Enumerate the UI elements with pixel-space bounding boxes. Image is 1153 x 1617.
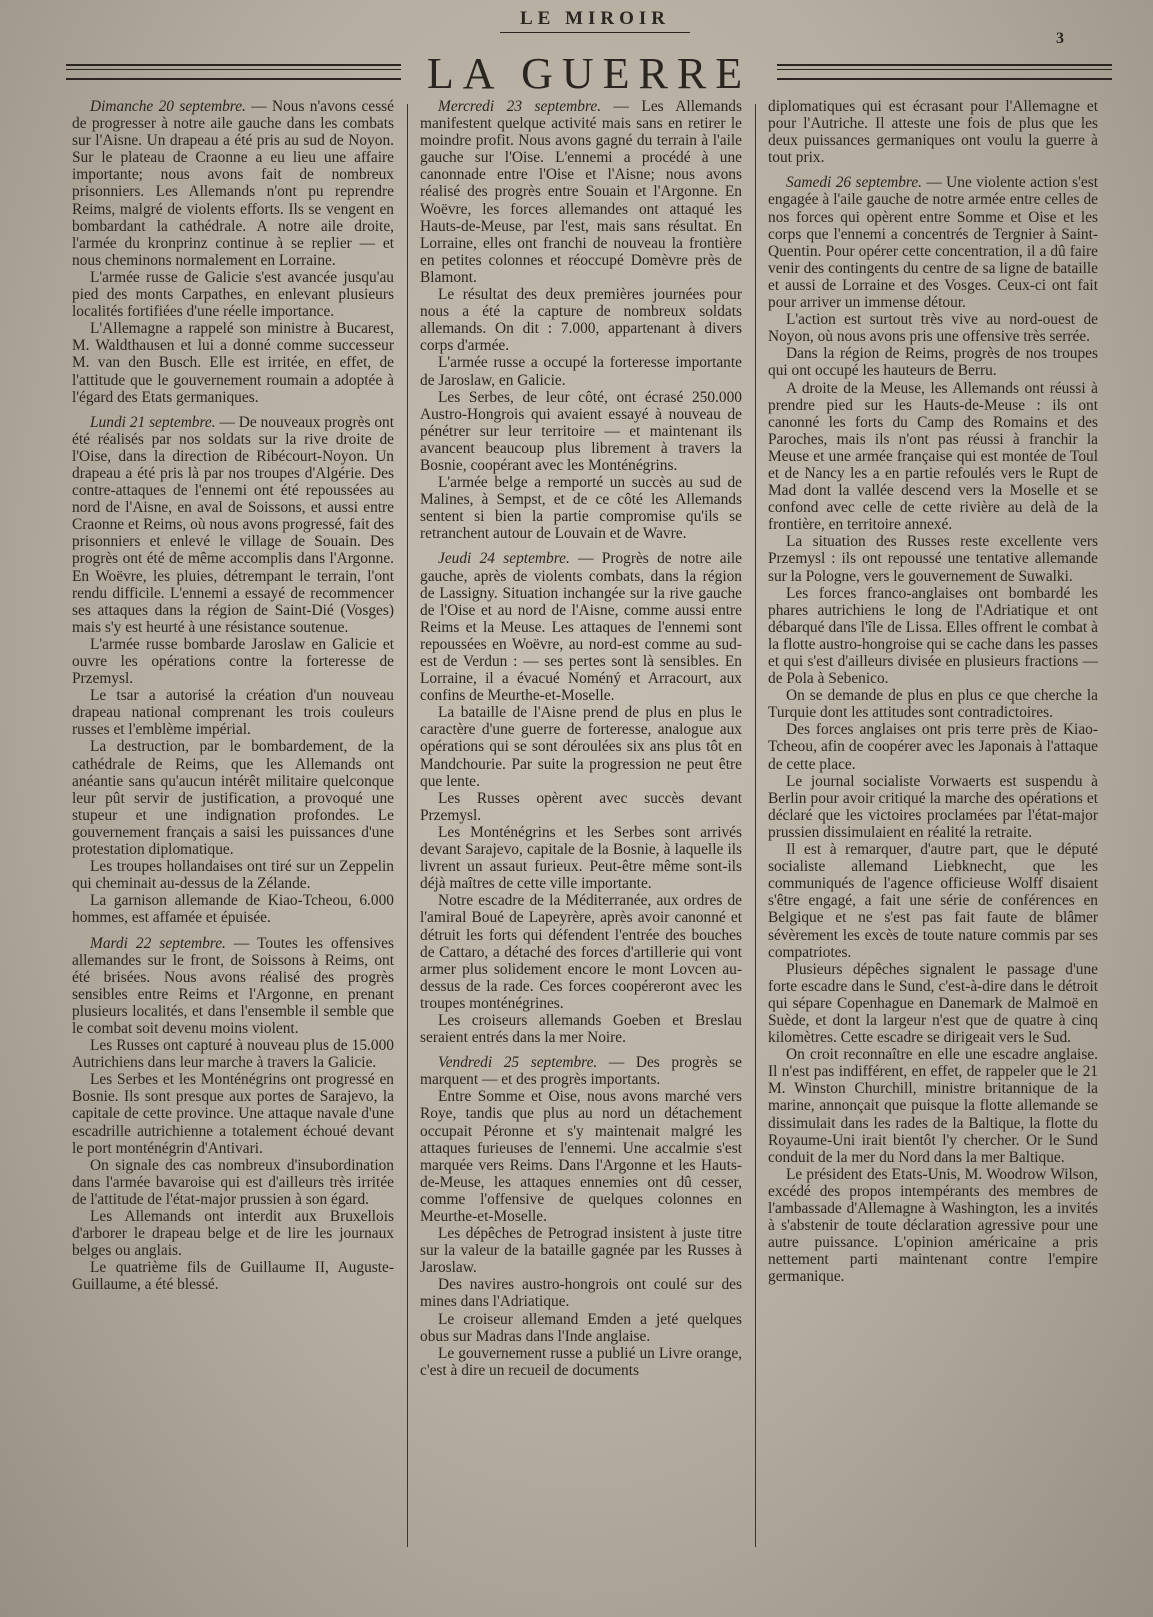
article-paragraph xyxy=(420,1225,742,1276)
article-paragraph xyxy=(420,389,742,474)
paragraph-text: L'armée russe bombarde Jaroslaw en Galicie et ouvre les opérations contre la forteresse de Przemysl. xyxy=(72,635,394,688)
article-column-1 xyxy=(72,98,394,1557)
paragraph-text: L'armée belge a remporté un succès au sud de Malines, à Sempst, et de ce côté les Allemands sentent si bien la partie compromise qu'ils se retranchent autour de Louvain et de Wavre. xyxy=(420,474,742,543)
paragraph-text: Les croiseurs allemands Goeben et Breslau seraient entrés dans la mer Noire. xyxy=(420,1011,742,1047)
column-divider xyxy=(407,104,408,1547)
article-paragraph xyxy=(420,1054,742,1088)
paragraph-text: Les Monténégrins et les Serbes sont arrivés devant Sarajevo, capitale de la Bosnie, à laquelle ils livrent un assaut furieux. Peut-être même sont-ils déjà maîtres de cette ville importante. xyxy=(420,823,742,893)
paragraph-text: — Une violente action s'est engagée à l'aile gauche de notre armée entre celles de nos forces qui opèrent entre Somme et Oise et les corps que l'ennemi a concentrés de Tergnier à Saint-Quentin. Pour opérer cette concentration, il a dû faire venir des contingents du centre de sa ligne de bataille et aussi de Lorraine et des Vosges. Ceux-ci ont fait pour arriver un immense détour. xyxy=(768,174,1098,312)
article-paragraph xyxy=(420,1311,742,1345)
article-paragraph xyxy=(420,354,742,388)
paragraph-text: Le président des Etats-Unis, M. Woodrow Wilson, excédé des propos intempérants des membres de l'ambassade d'Allemagne à Washington, les a invités à s'abstenir de toute déclaration agressive pour une autre puissance. L'opinion américaine a pris nettement parti maintenant contre l'empire germanique. xyxy=(768,1165,1098,1286)
paragraph-text: La destruction, par le bombardement, de la cathédrale de Reims, que les Allemands ont anéantie sans qu'aucun intérêt militaire quelconque leur pût servir de justification, a provoqué une stupeur et une indignation profondes. Le gouvernement français a saisi les puissances d'une protestation diplomatique. xyxy=(72,738,394,859)
article-paragraph xyxy=(72,935,394,1038)
dateline: Lundi 21 septembre. xyxy=(90,413,216,431)
paragraph-text: — De nouveaux progrès ont été réalisés par nos soldats sur la rive droite de l'Oise, dans la direction de Ribécourt-Noyon. Un drapeau a été pris là par nos troupes d'Algérie. Des contre-attaques de l'ennemi ont été repoussées au nord de l'Aisne, en aval de Soissons, et aussi entre Craonne et Reims, où nous avons progressé, fait des prisonniers et enlevé le village de Souain. Des progrès ont été de même accomplis dans l'Argonne. En Woëvre, les pluies, détrempant le terrain, l'ont rendu difficile. L'ennemi a essayé de recommencer ses attaques dans la région de Saint-Dié (Vosges) mais s'y est heurté à une résistance soutenue. xyxy=(72,413,394,636)
article-paragraph xyxy=(72,1071,394,1156)
article-column-2 xyxy=(420,98,742,1557)
article-paragraph xyxy=(768,721,1098,772)
article-paragraph xyxy=(420,1345,742,1379)
article-paragraph xyxy=(72,1208,394,1259)
article-paragraph xyxy=(420,704,742,789)
paragraph-text: — Des progrès se marquent — et des progrès importants. xyxy=(420,1054,742,1089)
paragraph-text: La garnison allemande de Kiao-Tcheou, 6.000 hommes, est affamée et épuisée. xyxy=(72,892,394,927)
paragraph-text: — Toutes les offensives allemandes sur le front, de Soissons à Reims, ont été brisées. Nous avons réalisé des progrès sensibles entre Reims et l'Argonne, en prenant plusieurs localités, et dans l'ensemble il semble que le combat soit devenu moins violent. xyxy=(72,934,394,1037)
paragraph-text: — Nous n'avons cessé de progresser à notre aile gauche dans les combats sur l'Aisne. Un drapeau a été pris au sud de Noyon. Sur le plateau de Craonne a eu lieu une affaire importante; nous avons fait de nombreux prisonniers. Les Allemands n'ont pu reprendre Reims, malgré de violents efforts. Ils se vengent en bombardant la cathédrale. A notre aile droite, l'armée du kronprinz continue à se replier — et nous cheminons normalement en Lorraine. xyxy=(72,98,394,269)
paragraph-text: L'armée russe a occupé la forteresse importante de Jaroslaw, en Galicie. xyxy=(420,354,742,389)
dateline: Jeudi 24 septembre. xyxy=(438,550,570,568)
article-paragraph xyxy=(72,1157,394,1208)
title-rule-right xyxy=(777,64,1112,80)
paragraph-text: On croit reconnaître en elle une escadre anglaise. Il n'est pas indifférent, en effet, de rappeler que le 21 M. Winston Churchill, ministre britannique de la marine, annonçait que puisque la flotte allemande se dissimulait dans les rades de la Baltique, la flotte du Royaume-Uni irait bientôt l'y chercher. Or le Sund conduit de la mer du Nord dans la mer Baltique. xyxy=(768,1046,1098,1166)
article-paragraph xyxy=(768,311,1098,345)
article-paragraph xyxy=(768,174,1098,311)
paragraph-text: Le résultat des deux premières journées pour nous a été la capture de nombreux soldats allemands. On dit : 7.000, appartenant à divers corps d'armée. xyxy=(420,286,742,355)
paragraph-text: Les troupes hollandaises ont tiré sur un Zeppelin qui cheminait au-dessus de la Zélande. xyxy=(72,858,394,893)
article-paragraph xyxy=(768,961,1098,1046)
article-paragraph xyxy=(768,773,1098,841)
paragraph-text: Les dépêches de Petrograd insistent à juste titre sur la valeur de la bataille gagnée par les Russes à Jaroslaw. xyxy=(420,1225,742,1277)
dateline: Mardi 22 septembre. xyxy=(90,934,226,952)
paragraph-text: — Progrès de notre aile gauche, après de violents combats, dans la région de Lassigny. Situation inchangée sur la rive gauche de l'Oise et au nord de l'Aisne, comme aussi entre Reims et la Meuse. Les attaques de l'ennemi sont repoussées en Woëvre, au nord-est comme au sud-est de Verdun : — ses pertes sont là sensibles. En Lorraine, il a évacué Noméný et Arracourt, aux confins de Meurthe-et-Moselle. xyxy=(420,550,742,705)
title-rule-left xyxy=(66,64,401,80)
article-column-3 xyxy=(768,98,1098,1557)
masthead: LE MIROIR xyxy=(500,8,690,33)
article-paragraph xyxy=(72,687,394,738)
article-paragraph xyxy=(72,1037,394,1071)
paragraph-text: On signale des cas nombreux d'insubordination dans l'armée bavaroise qui est d'ailleurs très irritée de l'attitude de l'état-major prussien à son égard. xyxy=(72,1156,394,1208)
paragraph-text: Le quatrième fils de Guillaume II, Auguste-Guillaume, a été blessé. xyxy=(72,1259,394,1294)
article-paragraph xyxy=(72,1259,394,1293)
paragraph-text: Le tsar a autorisé la création d'un nouveau drapeau national comprenant les trois couleurs russes et l'emblème impérial. xyxy=(72,687,394,739)
article-paragraph xyxy=(768,841,1098,961)
article-paragraph xyxy=(420,824,742,892)
article-paragraph xyxy=(420,1276,742,1310)
paragraph-text: L'armée russe de Galicie s'est avancée jusqu'au pied des monts Carpathes, en enlevant plusieurs localités fortifiées d'une réelle importance. xyxy=(72,268,394,321)
article-paragraph xyxy=(768,345,1098,379)
article-paragraph xyxy=(768,98,1098,166)
article-paragraph xyxy=(420,790,742,824)
paragraph-text: Les Russes ont capturé à nouveau plus de 15.000 Autrichiens dans leur marche à travers la Galicie. xyxy=(72,1037,394,1072)
paragraph-text: Les Serbes, de leur côté, ont écrasé 250.000 Austro-Hongrois qui avaient essayé à nouveau de pénétrer sur leur territoire — et maintenant ils avancent beaucoup plus librement à travers la Bosnie, coopérant avec les Monténégrins. xyxy=(420,388,742,474)
paragraph-text: Des navires austro-hongrois ont coulé sur des mines dans l'Adriatique. xyxy=(420,1276,742,1311)
paragraph-text: L'Allemagne a rappelé son ministre à Bucarest, M. Waldthausen et lui a donné comme successeur M. van den Busch. Elle est irritée, en effet, de l'attitude que le gouvernement roumain a adoptée à l'égard des Etats germaniques. xyxy=(72,320,394,406)
paragraph-text: Il est à remarquer, d'autre part, que le député socialiste allemand Liebknecht, que les communiqués de l'agence officieuse Wolff disaient s'être engagé, a fait une série de conférences en Belgique et ne s'est pas fait faute de blâmer sévèrement les excès de toute nature commis par ses compatriotes. xyxy=(768,841,1098,961)
paragraph-text: Dans la région de Reims, progrès de nos troupes qui ont occupé les hauteurs de Berru. xyxy=(768,345,1098,380)
paragraph-text: La situation des Russes reste excellente vers Przemysl : ils ont repoussé une tentative allemande sur la Pologne, vers le gouvernement de Suwalki. xyxy=(768,533,1098,585)
paragraph-text: Les Allemands ont interdit aux Bruxellois d'arborer le drapeau belge et de lire les journaux belges ou anglais. xyxy=(72,1208,394,1260)
article-paragraph xyxy=(768,585,1098,688)
paragraph-text: Notre escadre de la Méditerranée, aux ordres de l'amiral Boué de Lapeyrère, après avoir canonné et détruit les forts qui défendent l'entrée des bouches de Cattaro, a détaché des forces d'artillerie qui vont armer plus solidement encore le mont Lovcen au-dessus de la rade. Ces forces coopéreront avec les troupes monténégrines. xyxy=(420,892,742,1012)
dateline: Dimanche 20 septembre. xyxy=(90,98,246,115)
paragraph-text: La bataille de l'Aisne prend de plus en plus le caractère d'une guerre de forteresse, analogue aux opérations qui se sont déroulées six ans plus tôt en Mandchourie. Par suite la progression ne peut être que lente. xyxy=(420,704,742,790)
paragraph-text: Entre Somme et Oise, nous avons marché vers Roye, tandis que plus au nord un détachement occupait Péronne et s'y maintenait malgré les attaques furieuses de l'ennemi. Une accalmie s'est marquée vers Reims. Dans l'Argonne et les Hauts-de-Meuse, les attaques ennemies ont dû cesser, comme l'offensive de quelques colonnes en Meurthe-et-Moselle. xyxy=(420,1088,742,1225)
paragraph-text: — Les Allemands manifestent quelque activité mais sans en retirer le moindre profit. Nous avons gagné du terrain à l'aile gauche sur l'Oise. L'ennemi a procédé à une canonnade entre l'Oise et l'Aisne; nous avons réalisé des progrès entre Souain et l'Argonne. En Woëvre, les forces allemandes ont attaqué les Hauts-de-Meuse, par l'est, mais sans résultat. En Lorraine, elles ont franchi de nouveau la frontière en petites colonnes et réoccupé Domèvre près de Blamont. xyxy=(420,98,742,286)
paragraph-text: Plusieurs dépêches signalent le passage d'une forte escadre dans le Sund, c'est-à-dire dans le détroit qui sépare Copenhague en Danemark de Malmoë en Suède, et dont la largeur n'est que de quatre à cinq kilomètres. Cette escadre se dirigeait vers le Sud. xyxy=(768,960,1098,1047)
article-paragraph xyxy=(420,1088,742,1225)
article-paragraph xyxy=(768,1046,1098,1166)
column-divider xyxy=(755,104,756,1547)
article-paragraph xyxy=(420,286,742,354)
article-paragraph xyxy=(768,380,1098,534)
page-number: 3 xyxy=(1056,30,1064,47)
article-paragraph xyxy=(72,858,394,892)
dateline: Mercredi 23 septembre. xyxy=(438,98,602,115)
article-paragraph xyxy=(420,550,742,704)
paragraph-text: Les forces franco-anglaises ont bombardé les phares autrichiens le long de l'Adriatique et ont débarqué dans l'île de Lissa. Elles offrent le combat à la flotte austro-hongroise qui se cache dans les passes et qui s'est d'ailleurs divisée en plusieurs fractions — de Pola à Sebenico. xyxy=(768,584,1098,688)
article-paragraph xyxy=(420,892,742,1012)
paragraph-text: On se demande de plus en plus ce que cherche la Turquie dont les attitudes sont contradictoires. xyxy=(768,687,1098,722)
dateline: Samedi 26 septembre. xyxy=(786,174,922,192)
article-paragraph xyxy=(768,687,1098,721)
article-paragraph xyxy=(72,414,394,636)
paragraph-text: diplomatiques qui est écrasant pour l'Allemagne et pour l'Autriche. Il atteste une fois de plus que les deux puissances germaniques ont voulu la guerre à tout prix. xyxy=(768,98,1098,167)
article-paragraph xyxy=(72,320,394,405)
page-title: LA GUERRE xyxy=(426,49,752,98)
paragraph-text: Le gouvernement russe a publié un Livre orange, c'est à dire un recueil de documents xyxy=(420,1344,742,1379)
article-paragraph xyxy=(72,636,394,687)
article-paragraph xyxy=(72,98,394,269)
paragraph-text: Le journal socialiste Vorwaerts est suspendu à Berlin pour avoir critiqué la marche des opérations et déclaré que les victoires proclamées par l'état-major prussien dissimulaient en réalité la retraite. xyxy=(768,772,1098,841)
article-paragraph xyxy=(72,738,394,858)
paragraph-text: Le croiseur allemand Emden a jeté quelques obus sur Madras dans l'Inde anglaise. xyxy=(420,1310,742,1345)
paragraph-text: A droite de la Meuse, les Allemands ont réussi à prendre pied sur les Hauts-de-Meuse : ils ont canonné les forts du Camp des Romains et des Paroches, mais ils n'ont pas réussi à franchir la Meuse et une armée française qui est montée de Toul et de Nancy les a en partie refoulés vers le Rupt de Mad dont la vallée descend vers la Moselle et se confond avec celle de cette rivière au delà de la frontière, en territoire annexé. xyxy=(768,379,1098,534)
article-paragraph xyxy=(420,1012,742,1046)
article-paragraph xyxy=(72,269,394,320)
title-row xyxy=(66,49,1112,100)
paragraph-text: Des forces anglaises ont pris terre près de Kiao-Tcheou, afin de coopérer avec les Japonais à l'attaque de cette place. xyxy=(768,721,1098,773)
article-paragraph xyxy=(420,98,742,286)
article-paragraph xyxy=(768,533,1098,584)
paragraph-text: Les Serbes et les Monténégrins ont progressé en Bosnie. Ils sont presque aux portes de Sarajevo, la capitale de cette province. Une attaque navale d'une escadrille autrichienne a totalement échoué devant le port monténégrin d'Antivari. xyxy=(72,1071,394,1157)
dateline: Vendredi 25 septembre. xyxy=(438,1054,598,1072)
paragraph-text: L'action est surtout très vive au nord-ouest de Noyon, où nous avons pris une offensive très serrée. xyxy=(768,311,1098,346)
article-paragraph xyxy=(72,892,394,926)
article-paragraph xyxy=(420,474,742,542)
paragraph-text: Les Russes opèrent avec succès devant Przemysl. xyxy=(420,789,742,824)
article-paragraph xyxy=(768,1166,1098,1286)
